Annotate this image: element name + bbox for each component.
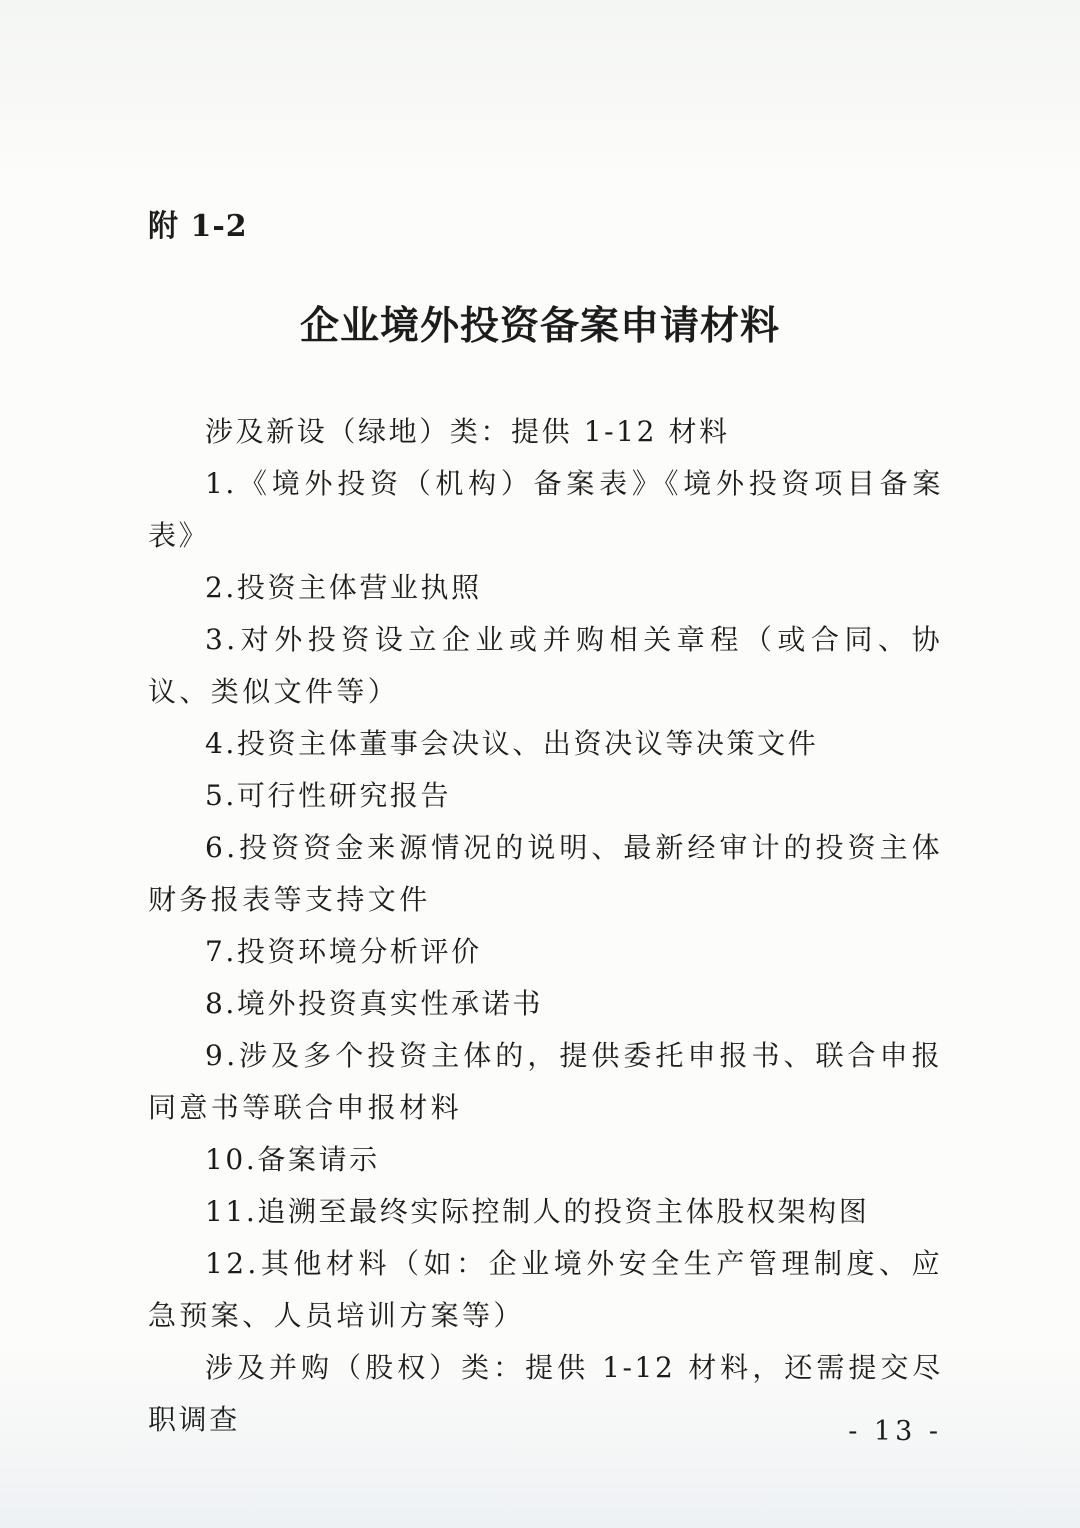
list-item-11: 11.追溯至最终实际控制人的投资主体股权架构图: [205, 1195, 870, 1228]
list-item-9: 9.涉及多个投资主体的，提供委托申报书、联合申报同意书等联合申报材料: [148, 1039, 943, 1124]
document-title: 企业境外投资备案申请材料: [299, 303, 780, 349]
attachment-label: 附 1-2: [148, 209, 248, 244]
list-item-1: 1.《境外投资（机构）备案表》《境外投资项目备案表》: [148, 467, 943, 552]
list-item-4: 4.投资主体董事会决议、出资决议等决策文件: [205, 727, 819, 760]
document-body: [148, 406, 943, 1446]
list-item-2: 2.投资主体营业执照: [205, 571, 482, 604]
list-item-6: 6.投资资金来源情况的说明、最新经审计的投资主体财务报表等支持文件: [148, 831, 943, 916]
list-item-8: 8.境外投资真实性承诺书: [205, 987, 543, 1020]
paragraph-acquisition-intro: 涉及并购（股权）类：提供 1-12 材料，还需提交尽职调查: [148, 1351, 943, 1436]
page-number: - 13 -: [848, 1416, 942, 1447]
paragraph-greenfield-intro: 涉及新设（绿地）类：提供 1-12 材料: [205, 415, 730, 448]
list-item-5: 5.可行性研究报告: [205, 779, 452, 812]
list-item-3: 3.对外投资设立企业或并购相关章程（或合同、协议、类似文件等）: [148, 623, 943, 708]
list-item-12: 12.其他材料（如：企业境外安全生产管理制度、应急预案、人员培训方案等）: [148, 1247, 943, 1332]
list-item-10: 10.备案请示: [205, 1143, 380, 1176]
list-item-7: 7.投资环境分析评价: [205, 935, 482, 968]
